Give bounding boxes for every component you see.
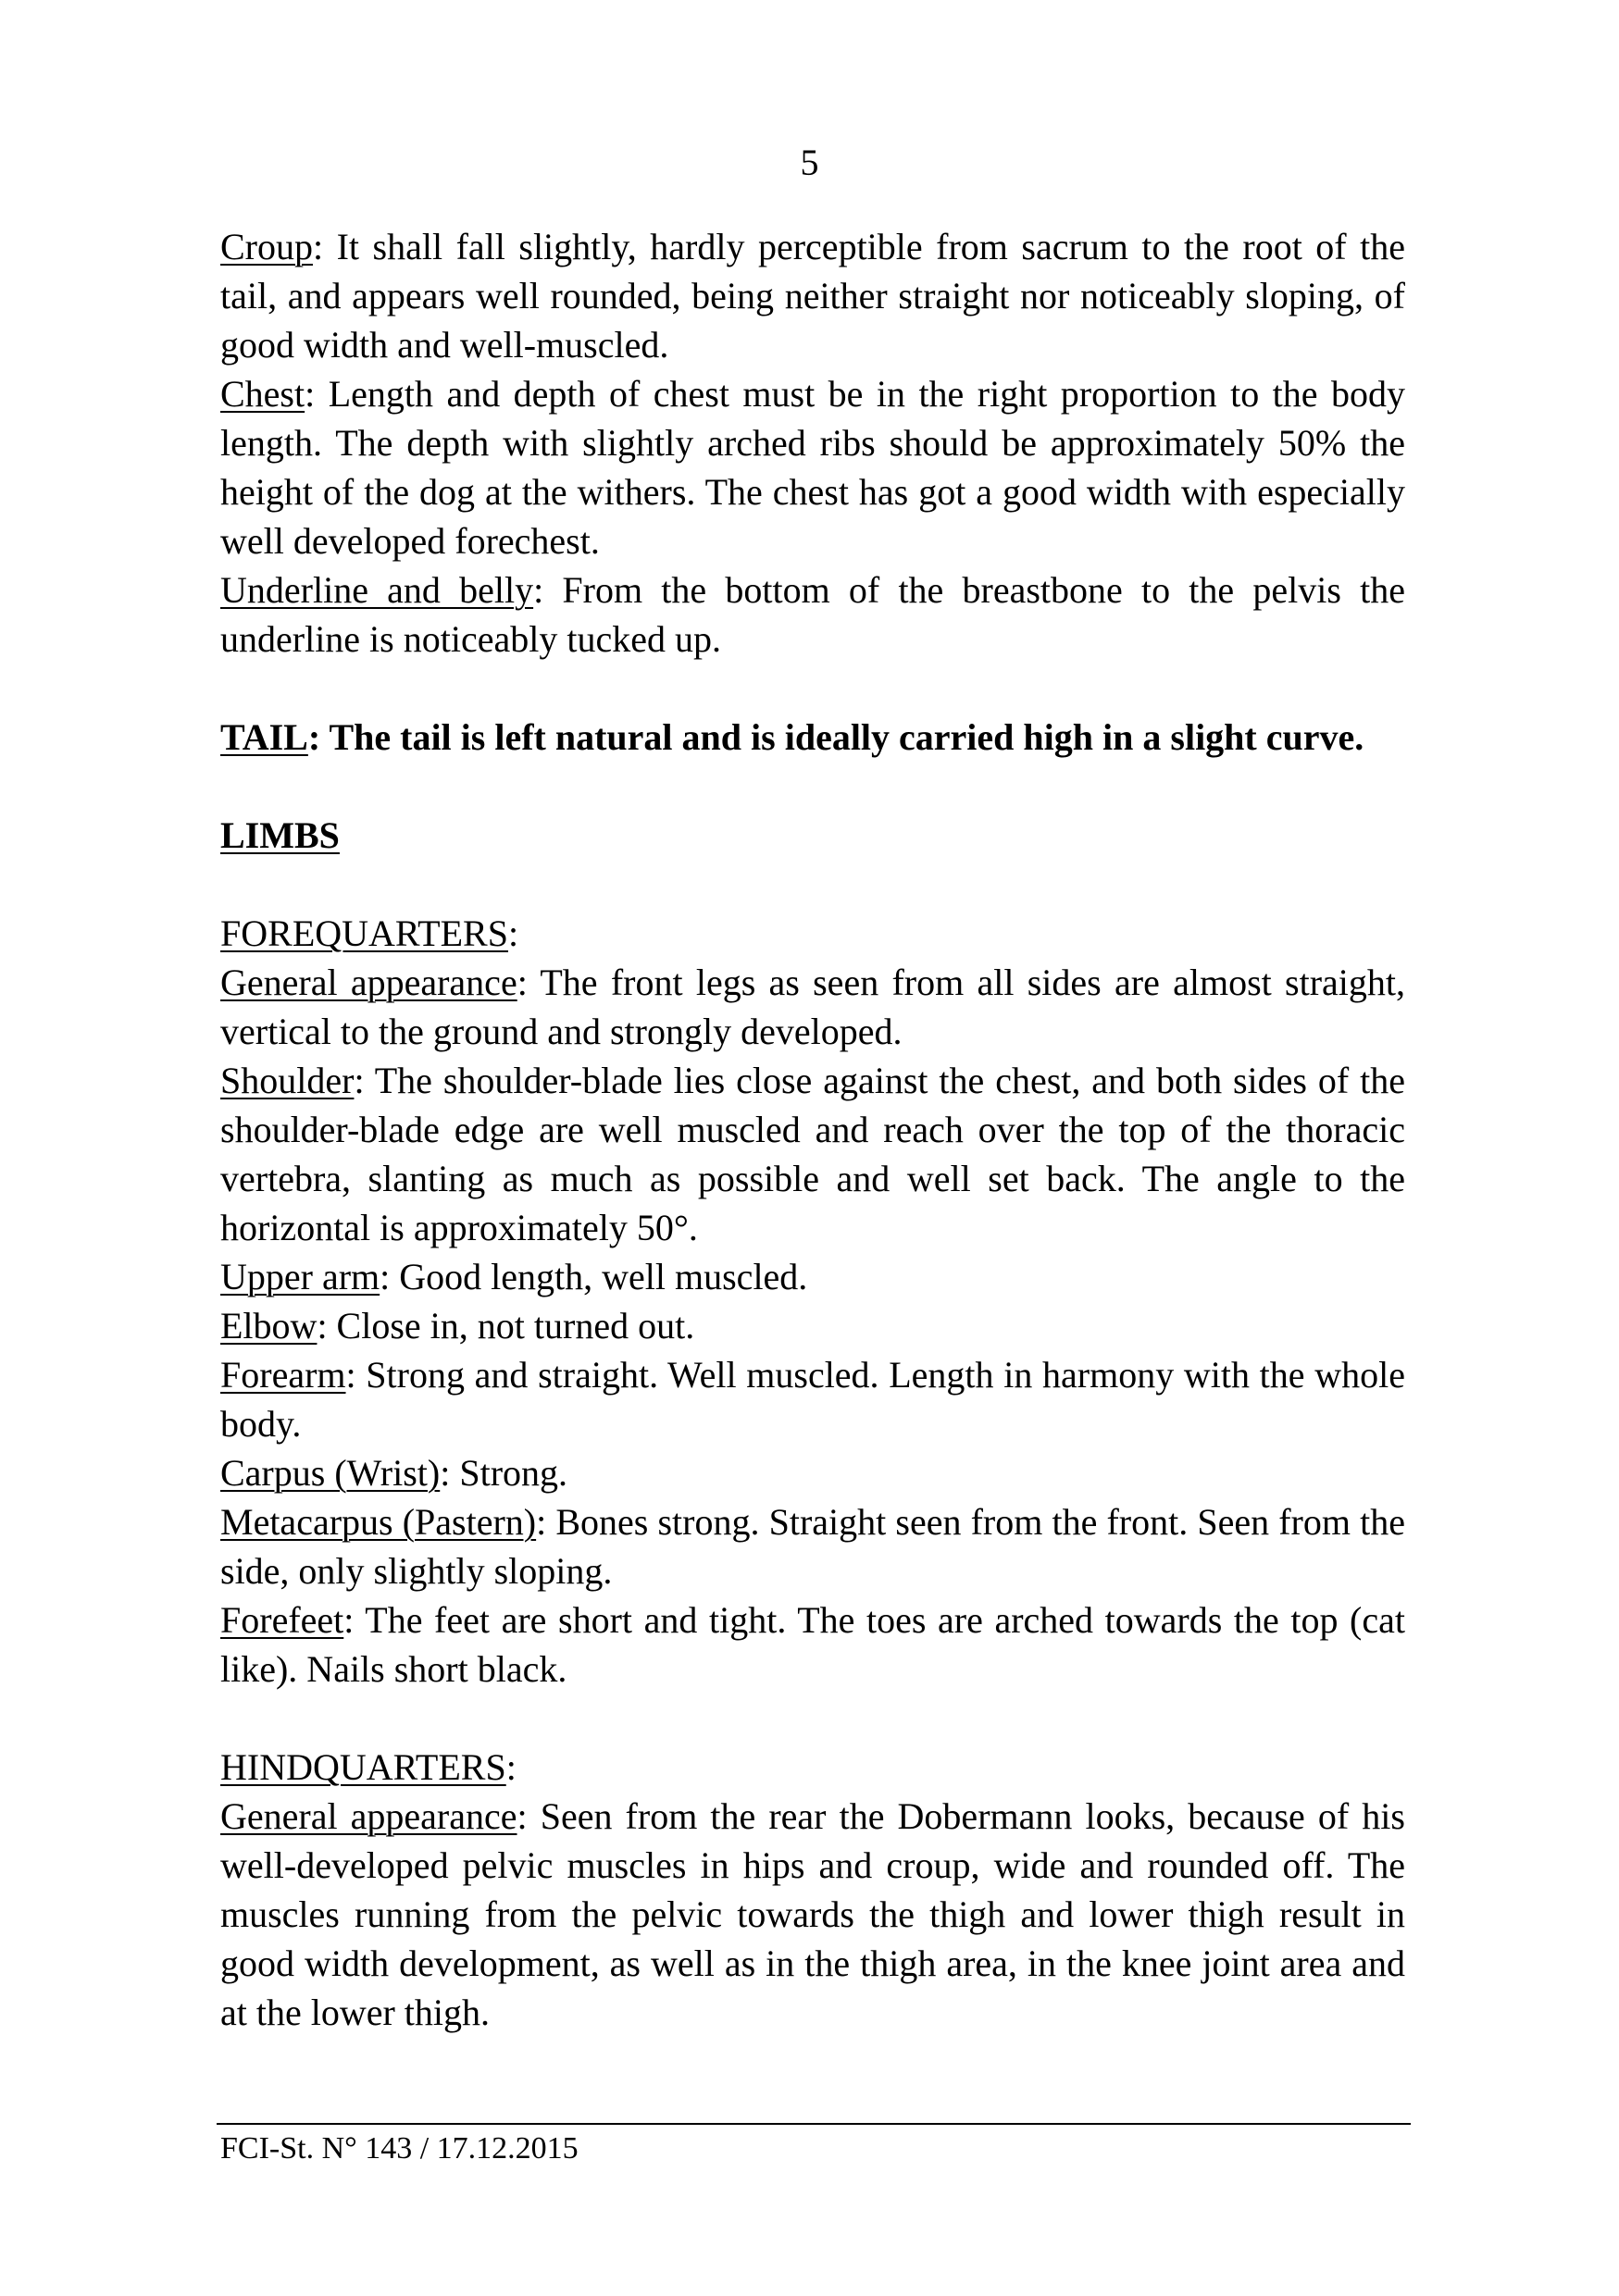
paragraph-underline [220,565,1405,664]
term-chest: Chest [220,373,305,415]
fq-general-appearance [220,958,1405,1056]
desc-underline: : From the bottom of the breastbone to the pelvis the underline is noticeably tucked up. [220,569,1405,660]
fq-shoulder [220,1056,1405,1252]
section-heading-limbs [220,811,1405,860]
desc-fq-carpus: : Strong. [440,1452,568,1494]
paragraph-tail [220,713,1405,762]
term-fq-shoulder: Shoulder [220,1060,355,1101]
footer-reference: FCI-St. N° 143 / 17.12.2015 [220,2131,579,2166]
desc-fq-forefeet: : The feet are short and tight. The toes are arched towards the top (cat like). Nails short black. [220,1599,1405,1690]
term-fq-general-appearance: General appearance [220,962,517,1003]
desc-fq-elbow: : Close in, not turned out. [317,1305,695,1347]
term-fq-forefeet: Forefeet [220,1599,344,1641]
fq-carpus [220,1448,1405,1497]
hindquarters-heading-text: HINDQUARTERS [220,1746,506,1788]
desc-fq-forearm: : Strong and straight. Well muscled. Length in harmony with the whole body. [220,1354,1405,1445]
term-fq-metacarpus: Metacarpus (Pastern) [220,1501,537,1543]
fq-forefeet [220,1595,1405,1694]
term-fq-carpus: Carpus (Wrist) [220,1452,441,1494]
desc-fq-shoulder: : The shoulder-blade lies close against the chest, and both sides of the shoulder-blade edge are well muscled and reach over the top of the thoracic vertebra, slanting as much as possible and well set back. The angle to the horizontal is approximately 50°. [220,1060,1405,1248]
fq-elbow [220,1301,1405,1350]
subheading-hindquarters [220,1743,1405,1792]
page-number: 5 [800,142,819,183]
hindquarters-heading-colon: : [505,1746,517,1788]
fq-upper-arm [220,1252,1405,1301]
desc-tail: : The tail is left natural and is ideally carried high in a slight curve. [307,716,1364,758]
desc-hq-general-appearance: : Seen from the rear the Dobermann looks, because of his well-developed pelvic muscles in hips and croup, wide and rounded off. The muscles running from the pelvic towards the thigh and lower thigh result in good width development, as well as in the thigh area, in the knee joint area and at the lower thigh. [220,1795,1405,2033]
paragraph-chest [220,369,1405,565]
desc-chest: : Length and depth of chest must be in the right proportion to the body length. The depth with slightly arched ribs should be approximately 50% the height of the dog at the withers. The chest has got a good width with especially well developed forechest. [220,373,1405,562]
desc-fq-metacarpus: : Bones strong. Straight seen from the front. Seen from the side, only slightly sloping. [220,1501,1405,1592]
term-underline: Underline and belly [220,569,534,611]
term-croup: Croup [220,226,313,267]
term-fq-elbow: Elbow [220,1305,318,1347]
document-body [220,222,1405,2037]
fq-forearm [220,1350,1405,1448]
term-fq-forearm: Forearm [220,1354,346,1396]
forequarters-heading-text: FOREQUARTERS [220,912,508,954]
hq-general-appearance [220,1792,1405,2037]
desc-fq-upper-arm: : Good length, well muscled. [380,1256,808,1297]
desc-croup: : It shall fall slightly, hardly perceptible from sacrum to the root of the tail, and appears well rounded, being neither straight nor noticeably sloping, of good width and well-muscled. [220,226,1405,366]
footer-divider [217,2123,1411,2125]
desc-fq-general-appearance: : The front legs as seen from all sides are almost straight, vertical to the ground and strongly developed. [220,962,1405,1052]
paragraph-croup [220,222,1405,369]
subheading-forequarters [220,909,1405,958]
term-hq-general-appearance: General appearance [220,1795,517,1837]
term-tail: TAIL [220,716,308,758]
forequarters-heading-colon: : [507,912,519,954]
term-fq-upper-arm: Upper arm [220,1256,380,1297]
fq-metacarpus [220,1497,1405,1595]
limbs-heading-text: LIMBS [220,814,340,856]
